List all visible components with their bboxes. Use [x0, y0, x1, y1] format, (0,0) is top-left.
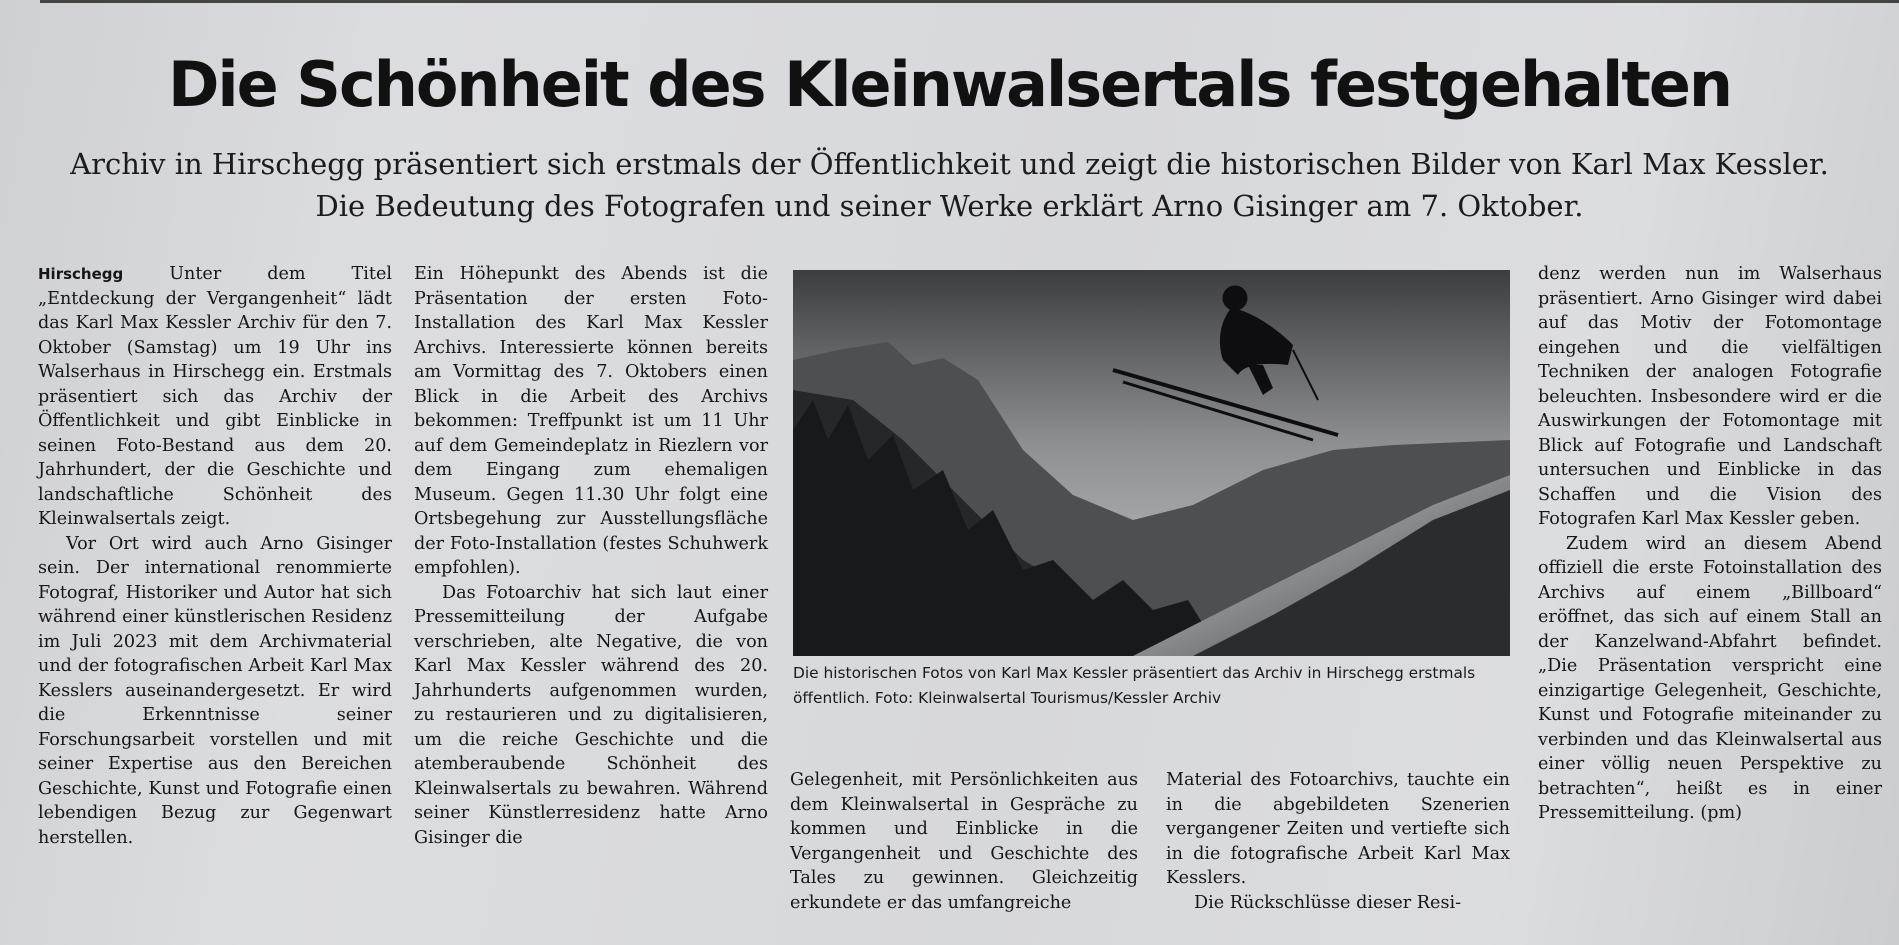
paragraph: Material des Fotoarchivs, tauchte ein in die abgebildeten Szenerien vergangener Zeiten und vertiefte sich in die fotografische Arbeit Karl Max Kesslers. — [1166, 770, 1510, 888]
paragraph — [38, 262, 392, 532]
ski-jumper-photo — [793, 270, 1510, 656]
article-column-3 — [790, 768, 1138, 915]
article-column-4 — [1166, 768, 1510, 915]
article-column-2 — [414, 262, 768, 850]
paragraph-text: Unter dem Titel „Entdeckung der Vergangenheit“ lädt das Karl Max Kessler Archiv für den 7. Oktober (Samstag) um 19 Uhr ins Walserhaus in Hirschegg ein. Erstmals präsentiert sich das Archiv der Öffentlichkeit und gibt Einblicke in seinen Foto-Bestand aus dem 20. Jahrhundert, der die Geschichte und landschaftliche Schönheit des Kleinwalsertals zeigt. — [38, 264, 392, 529]
article-column-1 — [38, 262, 392, 850]
article-column-5 — [1538, 262, 1882, 826]
paragraph: Gelegenheit, mit Persönlichkeiten aus dem Kleinwalsertal in Gespräche zu kommen und Einblicke in die Vergangenheit und Geschichte des Tales zu gewinnen. Gleichzeitig erkundete er das umfangreiche — [790, 770, 1138, 913]
paragraph: Vor Ort wird auch Arno Gisinger sein. Der international renommierte Fotograf, Historiker und Autor hat sich während einer künstlerischen Residenz im Juli 2023 mit dem Archivmaterial und der fotografischen Arbeit Karl Max Kesslers auseinandergesetzt. Er wird die Erkenntnisse seiner Forschungsarbeit vorstellen und mit seiner Expertise aus den Bereichen Geschichte, Kunst und Fotografie einen lebendigen Bezug zur Gegenwart herstellen. — [38, 533, 392, 848]
paragraph: denz werden nun im Walserhaus präsentiert. Arno Gisinger wird dabei auf das Motiv der Fotomontage eingehen und die vielfältigen Techniken der analogen Fotografie beleuchten. Insbesondere wird er die Auswirkungen der Fotomontage mit Blick auf Fotografie und Landschaft untersuchen und Einblicke in das Schaffen und die Vision des Fotografen Karl Max Kessler geben. — [1538, 264, 1882, 529]
paragraph: Die Rückschlüsse dieser Resi- — [1194, 892, 1462, 913]
dateline: Hirschegg — [38, 265, 124, 283]
caption-text: Die historischen Fotos von Karl Max Kessler präsentiert das Archiv in Hirschegg erstmals öffentlich. — [793, 664, 1476, 707]
photo-credit: Foto: Kleinwalsertal Tourismus/Kessler Archiv — [874, 689, 1222, 707]
paragraph: Ein Höhepunkt des Abends ist die Präsentation der ersten Foto-Installation des Karl Max Kessler Archivs. Interessierte können bereits am Vormittag des 7. Oktobers einen Blick in die Arbeit des Archivs bekommen: Treffpunkt ist um 11 Uhr auf dem Gemeindeplatz in Riezlern vor dem Eingang zum ehemaligen Museum. Gegen 11.30 Uhr folgt eine Ortsbegehung zur Ausstellungsfläche der Foto-Installation (festes Schuhwerk empfohlen). — [414, 264, 768, 578]
paragraph: Das Fotoarchiv hat sich laut einer Pressemitteilung der Aufgabe verschrieben, alte Negative, die von Karl Max Kessler während des 20. Jahrhunderts aufgenommen wurden, zu restaurieren und zu digitalisieren, um die reiche Geschichte und die atemberaubende Schönheit des Kleinwalsertals zu bewahren. Während seiner Künstlerresidenz hatte Arno Gisinger die — [414, 582, 768, 848]
photo-caption — [793, 661, 1510, 711]
subheadline: Archiv in Hirschegg präsentiert sich erstmals der Öffentlichkeit und zeigt die historischen Bilder von Karl Max Kessler. Die Bedeutung des Fotografen und seiner Werke erklärt Arno Gisinger am 7. Oktober. — [70, 147, 1829, 223]
photo-illustration — [793, 270, 1510, 656]
top-rule — [40, 0, 1899, 3]
paragraph: Zudem wird an diesem Abend offiziell die erste Fotoinstallation des Archivs auf einem „Billboard“ eröffnet, das sich auf einem Stall an der Kanzelwand-Abfahrt befindet. „Die Präsentation verspricht eine einzigartige Gelegenheit, Geschichte, Kunst und Fotografie miteinander zu verbinden und das Kleinwalsertal aus einer völlig neuen Perspektive zu betrachten“, heißt es in einer Pressemitteilung. (pm) — [1538, 533, 1882, 823]
headline: Die Schönheit des Kleinwalsertals festgehalten — [167, 48, 1732, 121]
